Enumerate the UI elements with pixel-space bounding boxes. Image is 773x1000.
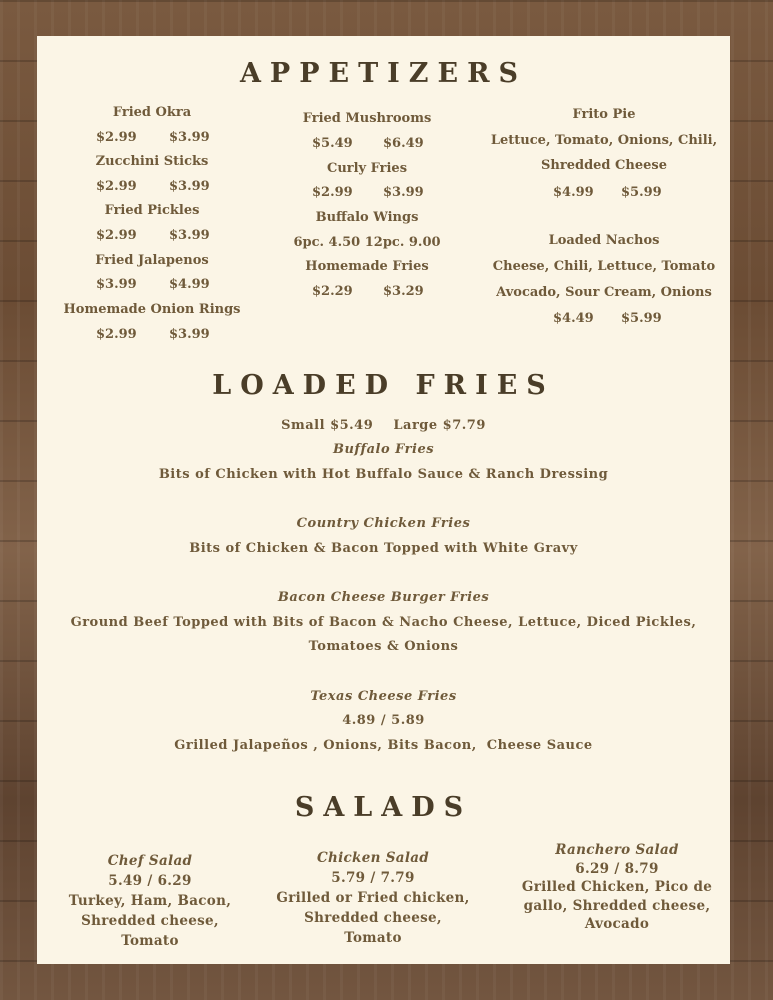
price-small: $4.49 [553,311,594,326]
salad-description: gallo, Shredded cheese, [523,897,711,914]
price-small: $4.99 [553,185,594,200]
salad-name: Chef Salad [107,853,193,869]
price-large: $3.99 [169,130,210,145]
menu-item-name: Frito Pie [572,107,636,122]
appetizers-heading: APPETIZERS [239,58,528,89]
price-large: $3.99 [169,327,210,342]
price-small: $2.29 [312,284,353,299]
menu-item-description: Grilled Jalapeños , Onions, Bits Bacon, Cheese Sauce [174,738,593,753]
menu-item-name: Homemade Onion Rings [63,302,241,317]
price-small: $2.99 [96,327,137,342]
menu-item-description: Tomatoes & Onions [308,639,459,654]
menu-item-name: Fried Pickles [104,203,200,218]
salad-name: Chicken Salad [316,850,430,866]
salad-description: Shredded cheese, Tomato [81,913,219,949]
menu-item-description: Avocado, Sour Cream, Onions [496,285,712,300]
price-line: 6pc. 4.50 12pc. 9.00 [293,235,441,250]
loaded-fries-price-line: Small $5.49 Large $7.79 [281,418,486,433]
menu-item-name: Fried Okra [112,105,192,120]
menu-item-description: Bits of Chicken & Bacon Topped with White Gravy [189,541,578,556]
price-small: $2.99 [96,130,137,145]
menu-item-description: Ground Beef Topped with Bits of Bacon & Nacho Cheese, Lettuce, Diced Pickles, [70,615,697,630]
menu-item-name: Bacon Cheese Burger Fries [277,590,490,605]
menu-item-description: Bits of Chicken with Hot Buffalo Sauce & Ranch Dressing [158,467,609,482]
price-large: $5.99 [621,311,662,326]
menu-item-name: Buffalo Fries [332,442,435,457]
menu-item-name: Country Chicken Fries [296,516,471,531]
menu-item-price: 4.89 / 5.89 [342,713,425,728]
menu-item-name: Zucchini Sticks [95,154,209,169]
price-large: $5.99 [621,185,662,200]
menu-item-description: Cheese, Chili, Lettuce, Tomato [492,259,716,274]
menu-item-name: Loaded Nachos [548,233,660,248]
menu-item-description: Lettuce, Tomato, Onions, Chili, [490,133,718,148]
salad-chicken [273,848,473,948]
price-small: $2.99 [96,179,137,194]
price-large: $3.99 [383,185,424,200]
price-large: $3.29 [383,284,424,299]
salad-description: Grilled or Fried chicken, [276,890,470,906]
salad-description: Grilled Chicken, Pico de [521,879,713,895]
salad-description: Turkey, Ham, Bacon, [68,893,232,909]
price-large: $6.49 [383,136,424,151]
menu-item-name: Homemade Fries [305,259,429,274]
price-small: $3.99 [96,277,137,292]
price-large: $3.99 [169,179,210,194]
menu-item-name: Texas Cheese Fries [310,689,457,704]
menu-item-name: Curly Fries [326,161,408,176]
salad-description: Shredded cheese, Tomato [304,910,442,946]
salad-ranchero [517,841,717,934]
menu-item-name: Fried Jalapenos [95,253,209,268]
price-small: $2.99 [312,185,353,200]
salad-name: Ranchero Salad [555,842,679,858]
price-large: $3.99 [169,228,210,243]
menu-item-description: Shredded Cheese [541,158,667,173]
price-small: $5.49 [312,136,353,151]
salads-heading: SALADS [294,792,473,823]
salad-description: Avocado [584,916,650,932]
price-small: $2.99 [96,228,137,243]
salad-price: 5.79 / 7.79 [331,870,415,886]
menu-page [37,36,730,964]
salad-price: 6.29 / 8.79 [575,860,659,877]
menu-item-name: Fried Mushrooms [302,111,432,126]
salad-price: 5.49 / 6.29 [108,873,192,889]
price-large: $4.99 [169,277,210,292]
menu-item-name: Buffalo Wings [315,210,419,225]
loaded-fries-heading: LOADED FRIES [212,370,555,401]
salad-chef [50,851,250,951]
